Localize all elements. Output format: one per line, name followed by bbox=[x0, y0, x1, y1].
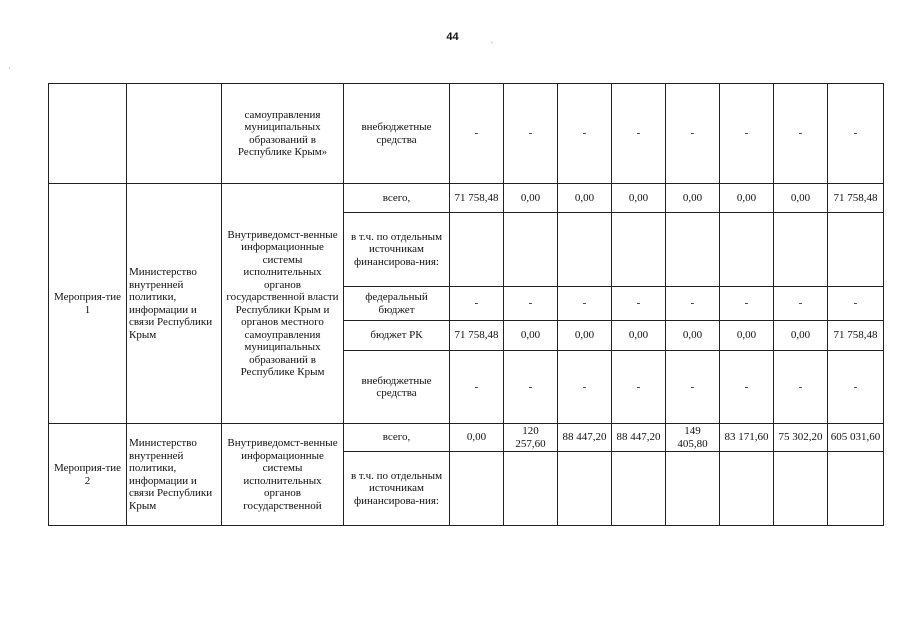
value-cell: - bbox=[774, 351, 828, 424]
value-cell: - bbox=[666, 351, 720, 424]
source-cell: в т.ч. по отдельным источникам финансирова-ния: bbox=[344, 213, 450, 287]
value-cell: - bbox=[720, 287, 774, 321]
value-cell bbox=[720, 213, 774, 287]
value-cell: 0,00 bbox=[612, 184, 666, 213]
value-cell: 0,00 bbox=[450, 424, 504, 452]
measure-cell-empty bbox=[49, 84, 127, 184]
source-cell: всего, bbox=[344, 424, 450, 452]
description-cell: самоуправления муниципальных образований в Республике Крым» bbox=[222, 84, 344, 184]
value-cell: 0,00 bbox=[720, 321, 774, 351]
source-cell: внебюджетные средства bbox=[344, 84, 450, 184]
value-cell: 0,00 bbox=[774, 321, 828, 351]
value-cell bbox=[774, 452, 828, 526]
value-cell: - bbox=[612, 351, 666, 424]
ministry-name: Министерство внутренней политики, информации и связи Республики Крым bbox=[127, 424, 222, 526]
value-cell: 0,00 bbox=[774, 184, 828, 213]
value-cell bbox=[666, 452, 720, 526]
value-cell: - bbox=[720, 84, 774, 184]
value-cell: 83 171,60 bbox=[720, 424, 774, 452]
value-cell: 71 758,48 bbox=[828, 184, 884, 213]
value-cell: - bbox=[450, 351, 504, 424]
measure-label: Мероприя-тие 1 bbox=[49, 184, 127, 424]
measure-label: Мероприя-тие 2 bbox=[49, 424, 127, 526]
value-cell: 0,00 bbox=[558, 184, 612, 213]
value-cell: 71 758,48 bbox=[450, 184, 504, 213]
value-cell: - bbox=[666, 287, 720, 321]
value-cell: 0,00 bbox=[558, 321, 612, 351]
value-cell bbox=[450, 213, 504, 287]
value-cell: 605 031,60 bbox=[828, 424, 884, 452]
value-cell bbox=[774, 213, 828, 287]
value-cell bbox=[504, 452, 558, 526]
source-cell: в т.ч. по отдельным источникам финансирова-ния: bbox=[344, 452, 450, 526]
value-cell: - bbox=[828, 287, 884, 321]
value-cell: - bbox=[720, 351, 774, 424]
value-cell: 88 447,20 bbox=[558, 424, 612, 452]
value-cell: - bbox=[558, 351, 612, 424]
scan-speck: ` bbox=[490, 42, 495, 52]
value-cell: 0,00 bbox=[612, 321, 666, 351]
page-number: 44 bbox=[446, 31, 459, 43]
value-cell: - bbox=[774, 84, 828, 184]
value-cell: 120 257,60 bbox=[504, 424, 558, 452]
value-cell bbox=[450, 452, 504, 526]
description-cell: Внутриведомст-венные информационные системы исполнительных органов государственной bbox=[222, 424, 344, 526]
value-cell: - bbox=[612, 287, 666, 321]
value-cell bbox=[666, 213, 720, 287]
source-cell: всего, bbox=[344, 184, 450, 213]
value-cell: 0,00 bbox=[666, 321, 720, 351]
source-cell: бюджет РК bbox=[344, 321, 450, 351]
source-cell: федеральный бюджет bbox=[344, 287, 450, 321]
value-cell: 75 302,20 bbox=[774, 424, 828, 452]
value-cell: - bbox=[558, 287, 612, 321]
value-cell bbox=[558, 452, 612, 526]
source-cell: внебюджетные средства bbox=[344, 351, 450, 424]
value-cell: 0,00 bbox=[720, 184, 774, 213]
description-cell: Внутриведомст-венные информационные системы исполнительных органов государственной власти Республики Крым и органов местного самоуправления муниципальных образований в Республике Крым bbox=[222, 184, 344, 424]
value-cell bbox=[828, 452, 884, 526]
value-cell: - bbox=[828, 351, 884, 424]
value-cell: 149 405,80 bbox=[666, 424, 720, 452]
value-cell: - bbox=[558, 84, 612, 184]
value-cell bbox=[720, 452, 774, 526]
value-cell: - bbox=[612, 84, 666, 184]
value-cell: 0,00 bbox=[504, 321, 558, 351]
table-row bbox=[49, 424, 884, 452]
value-cell: - bbox=[666, 84, 720, 184]
value-cell: 0,00 bbox=[666, 184, 720, 213]
scan-speck: · bbox=[8, 64, 11, 74]
ministry-cell-empty bbox=[127, 84, 222, 184]
table-row-continuation bbox=[49, 84, 884, 184]
value-cell: - bbox=[828, 84, 884, 184]
value-cell bbox=[504, 213, 558, 287]
financing-table bbox=[48, 83, 884, 526]
value-cell bbox=[612, 452, 666, 526]
value-cell: 71 758,48 bbox=[828, 321, 884, 351]
ministry-name: Министерство внутренней политики, информации и связи Республики Крым bbox=[127, 184, 222, 424]
value-cell: 88 447,20 bbox=[612, 424, 666, 452]
value-cell bbox=[612, 213, 666, 287]
value-cell: - bbox=[450, 84, 504, 184]
value-cell: - bbox=[774, 287, 828, 321]
table-row bbox=[49, 184, 884, 213]
value-cell bbox=[828, 213, 884, 287]
value-cell: 71 758,48 bbox=[450, 321, 504, 351]
value-cell: - bbox=[504, 84, 558, 184]
value-cell: - bbox=[504, 287, 558, 321]
value-cell: 0,00 bbox=[504, 184, 558, 213]
value-cell: - bbox=[450, 287, 504, 321]
value-cell: - bbox=[504, 351, 558, 424]
value-cell bbox=[558, 213, 612, 287]
